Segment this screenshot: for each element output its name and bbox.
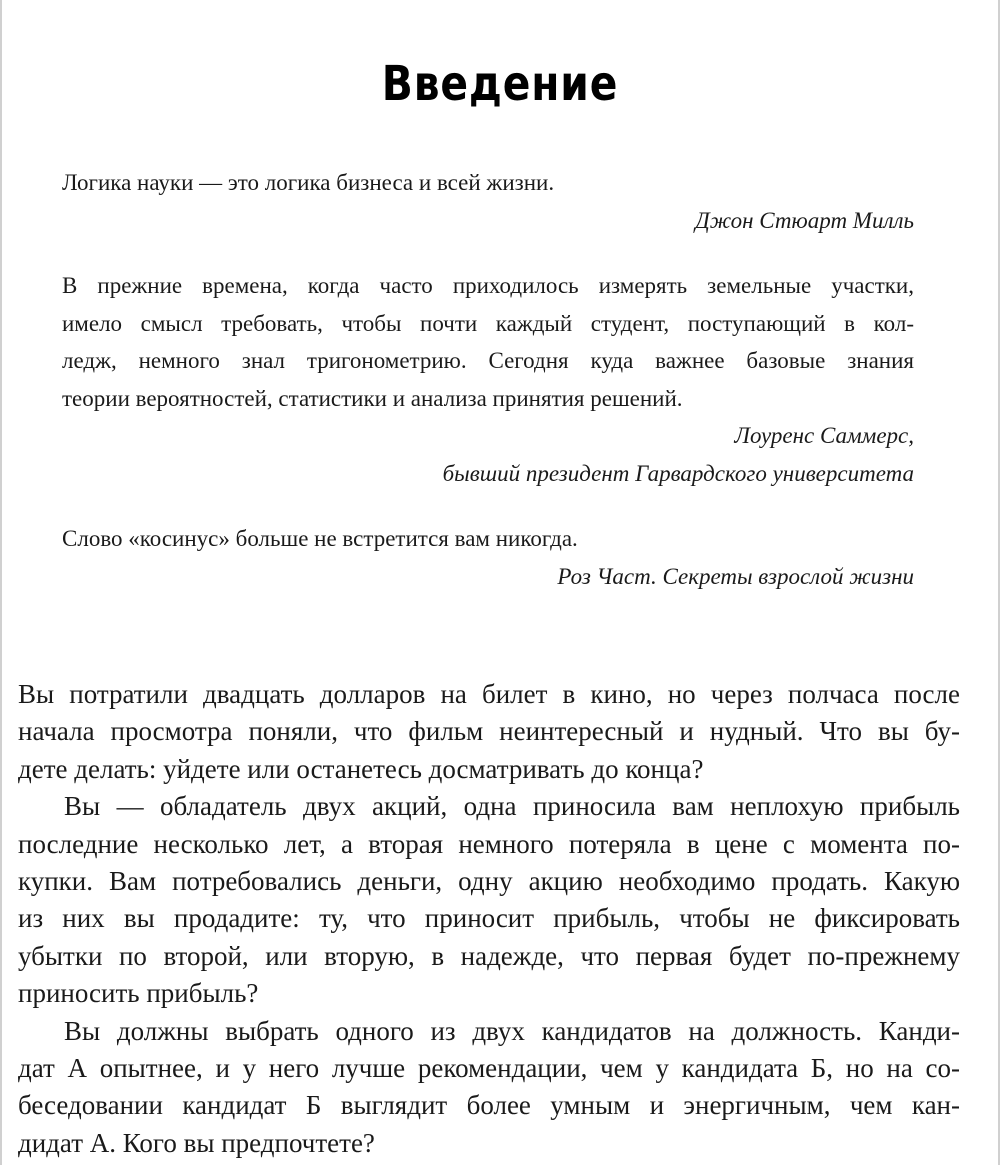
epigraph-text-line: имело смысл требовать, чтобы почти каждый студент, поступающий в кол- — [62, 310, 914, 336]
chapter-title: Введение — [381, 56, 619, 113]
epigraph-attribution: бывший президент Гарвардского университета — [442, 460, 914, 486]
epigraph-text-line: теории вероятностей, статистики и анализа принятия решений. — [62, 385, 683, 411]
epigraph-attribution: Роз Част. Секреты взрослой жизни — [557, 563, 914, 589]
epigraph-attribution: Лоуренс Саммерс, — [734, 423, 914, 448]
epigraph-text-line: ледж, немного знал тригонометрию. Сегодня куда важнее базовые знания — [62, 348, 914, 373]
paragraph-movie — [18, 676, 960, 788]
paragraph-line: Вы — обладатель двух акций, одна приносила вам неплохую прибыль — [64, 791, 960, 822]
paragraph-line: беседовании кандидат Б выглядит более умным и энергичным, чем кан- — [18, 1090, 960, 1121]
body-text — [18, 676, 960, 1162]
epigraph-attribution: Джон Стюарт Милль — [695, 207, 914, 233]
paragraph-line: дете делать: уйдете или останетесь досматривать до конца? — [18, 753, 704, 784]
paragraph-line: из них вы продадите: ту, что приносит прибыль, чтобы не фиксировать — [18, 903, 960, 934]
epigraph-summers — [62, 267, 914, 492]
paragraph-line: дат А опытнее, и у него лучше рекомендации, чем у кандидата Б, но на со- — [18, 1053, 960, 1084]
paragraph-line: последние несколько лет, а вторая немного потеряла в цене с момента по- — [18, 828, 960, 859]
paragraph-line: начала просмотра поняли, что фильм неинтересный и нудный. Что вы бу- — [18, 716, 960, 747]
epigraph-text-line: Слово «косинус» больше не встретится вам никогда. — [62, 526, 578, 551]
epigraphs-section — [62, 164, 914, 623]
epigraph-mill — [62, 164, 914, 239]
paragraph-line: убытки по второй, или вторую, в надежде, что первая будет по-прежнему — [18, 940, 960, 971]
paragraph-candidates — [18, 1013, 960, 1163]
paragraph-line: Вы потратили двадцать долларов на билет в кино, но через полчаса после — [18, 679, 960, 709]
epigraph-text-line: В прежние времена, когда часто приходилось измерять земельные участки, — [62, 273, 914, 298]
paragraph-line: дидат А. Кого вы предпочтете? — [18, 1127, 375, 1158]
page-border-left — [0, 0, 2, 1165]
epigraph-chast — [62, 520, 914, 595]
paragraph-line: Вы должны выбрать одного из двух кандидатов на должность. Канди- — [64, 1015, 960, 1046]
paragraph-stocks — [18, 788, 960, 1012]
epigraph-text-line: Логика науки — это логика бизнеса и всей жизни. — [62, 170, 555, 195]
paragraph-line: приносить прибыль? — [18, 978, 259, 1009]
paragraph-line: купки. Вам потребовались деньги, одну акцию необходимо продать. Какую — [18, 866, 960, 897]
